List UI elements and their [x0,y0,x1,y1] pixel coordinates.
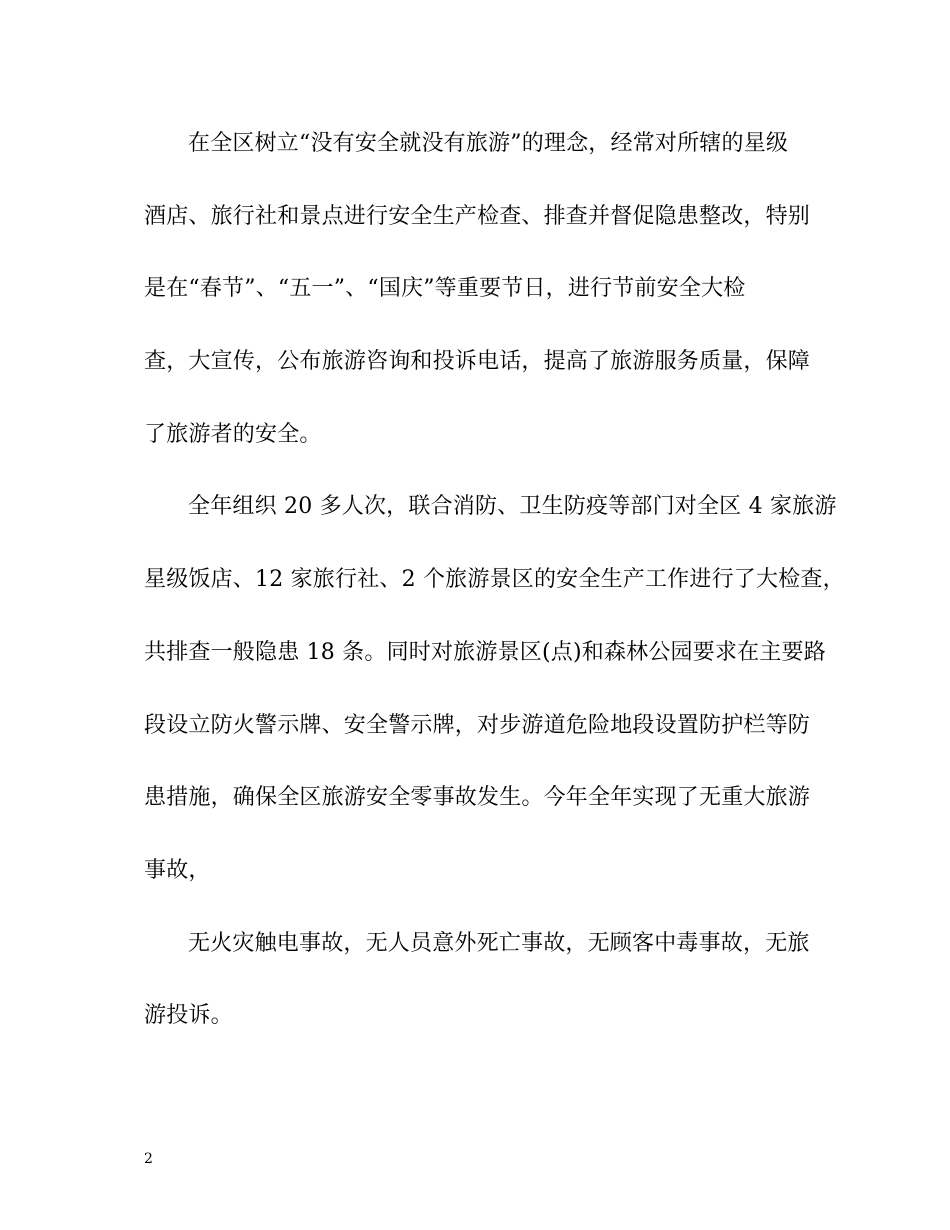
page-number: 2 [144,1151,153,1167]
text-line: 了旅游者的安全。 [144,421,322,447]
text-line: 游投诉。 [144,1003,233,1029]
text-line: 事故， [144,857,211,883]
text-line: 查，大宣传，公布旅游咨询和投诉电话，提高了旅游服务质量，保障 [144,349,811,375]
text-line: 无火灾触电事故，无人员意外死亡事故，无顾客中毒事故，无旅 [188,930,810,956]
text-line: 星级饭店、12 家旅行社、2 个旅游景区的安全生产工作进行了大检查， [144,567,845,593]
text-line: 酒店、旅行社和景点进行安全生产检查、排查并督促隐患整改，特别 [144,203,811,229]
text-line: 段设立防火警示牌、安全警示牌，对步游道危险地段设置防护栏等防 [144,712,811,738]
text-line: 全年组织 20 多人次，联合消防、卫生防疫等部门对全区 4 家旅游 [188,494,837,520]
text-line: 共排查一般隐患 18 条。同时对旅游景区(点)和森林公园要求在主要路 [144,639,826,665]
text-line: 是在“春节”、“五一”、“国庆”等重要节日，进行节前安全大检 [144,276,746,302]
text-line: 患措施，确保全区旅游安全零事故发生。今年全年实现了无重大旅游 [144,785,811,811]
text-line: 在全区树立“没有安全就没有旅游”的理念，经常对所辖的星级 [188,131,789,156]
body-text [144,122,845,1067]
